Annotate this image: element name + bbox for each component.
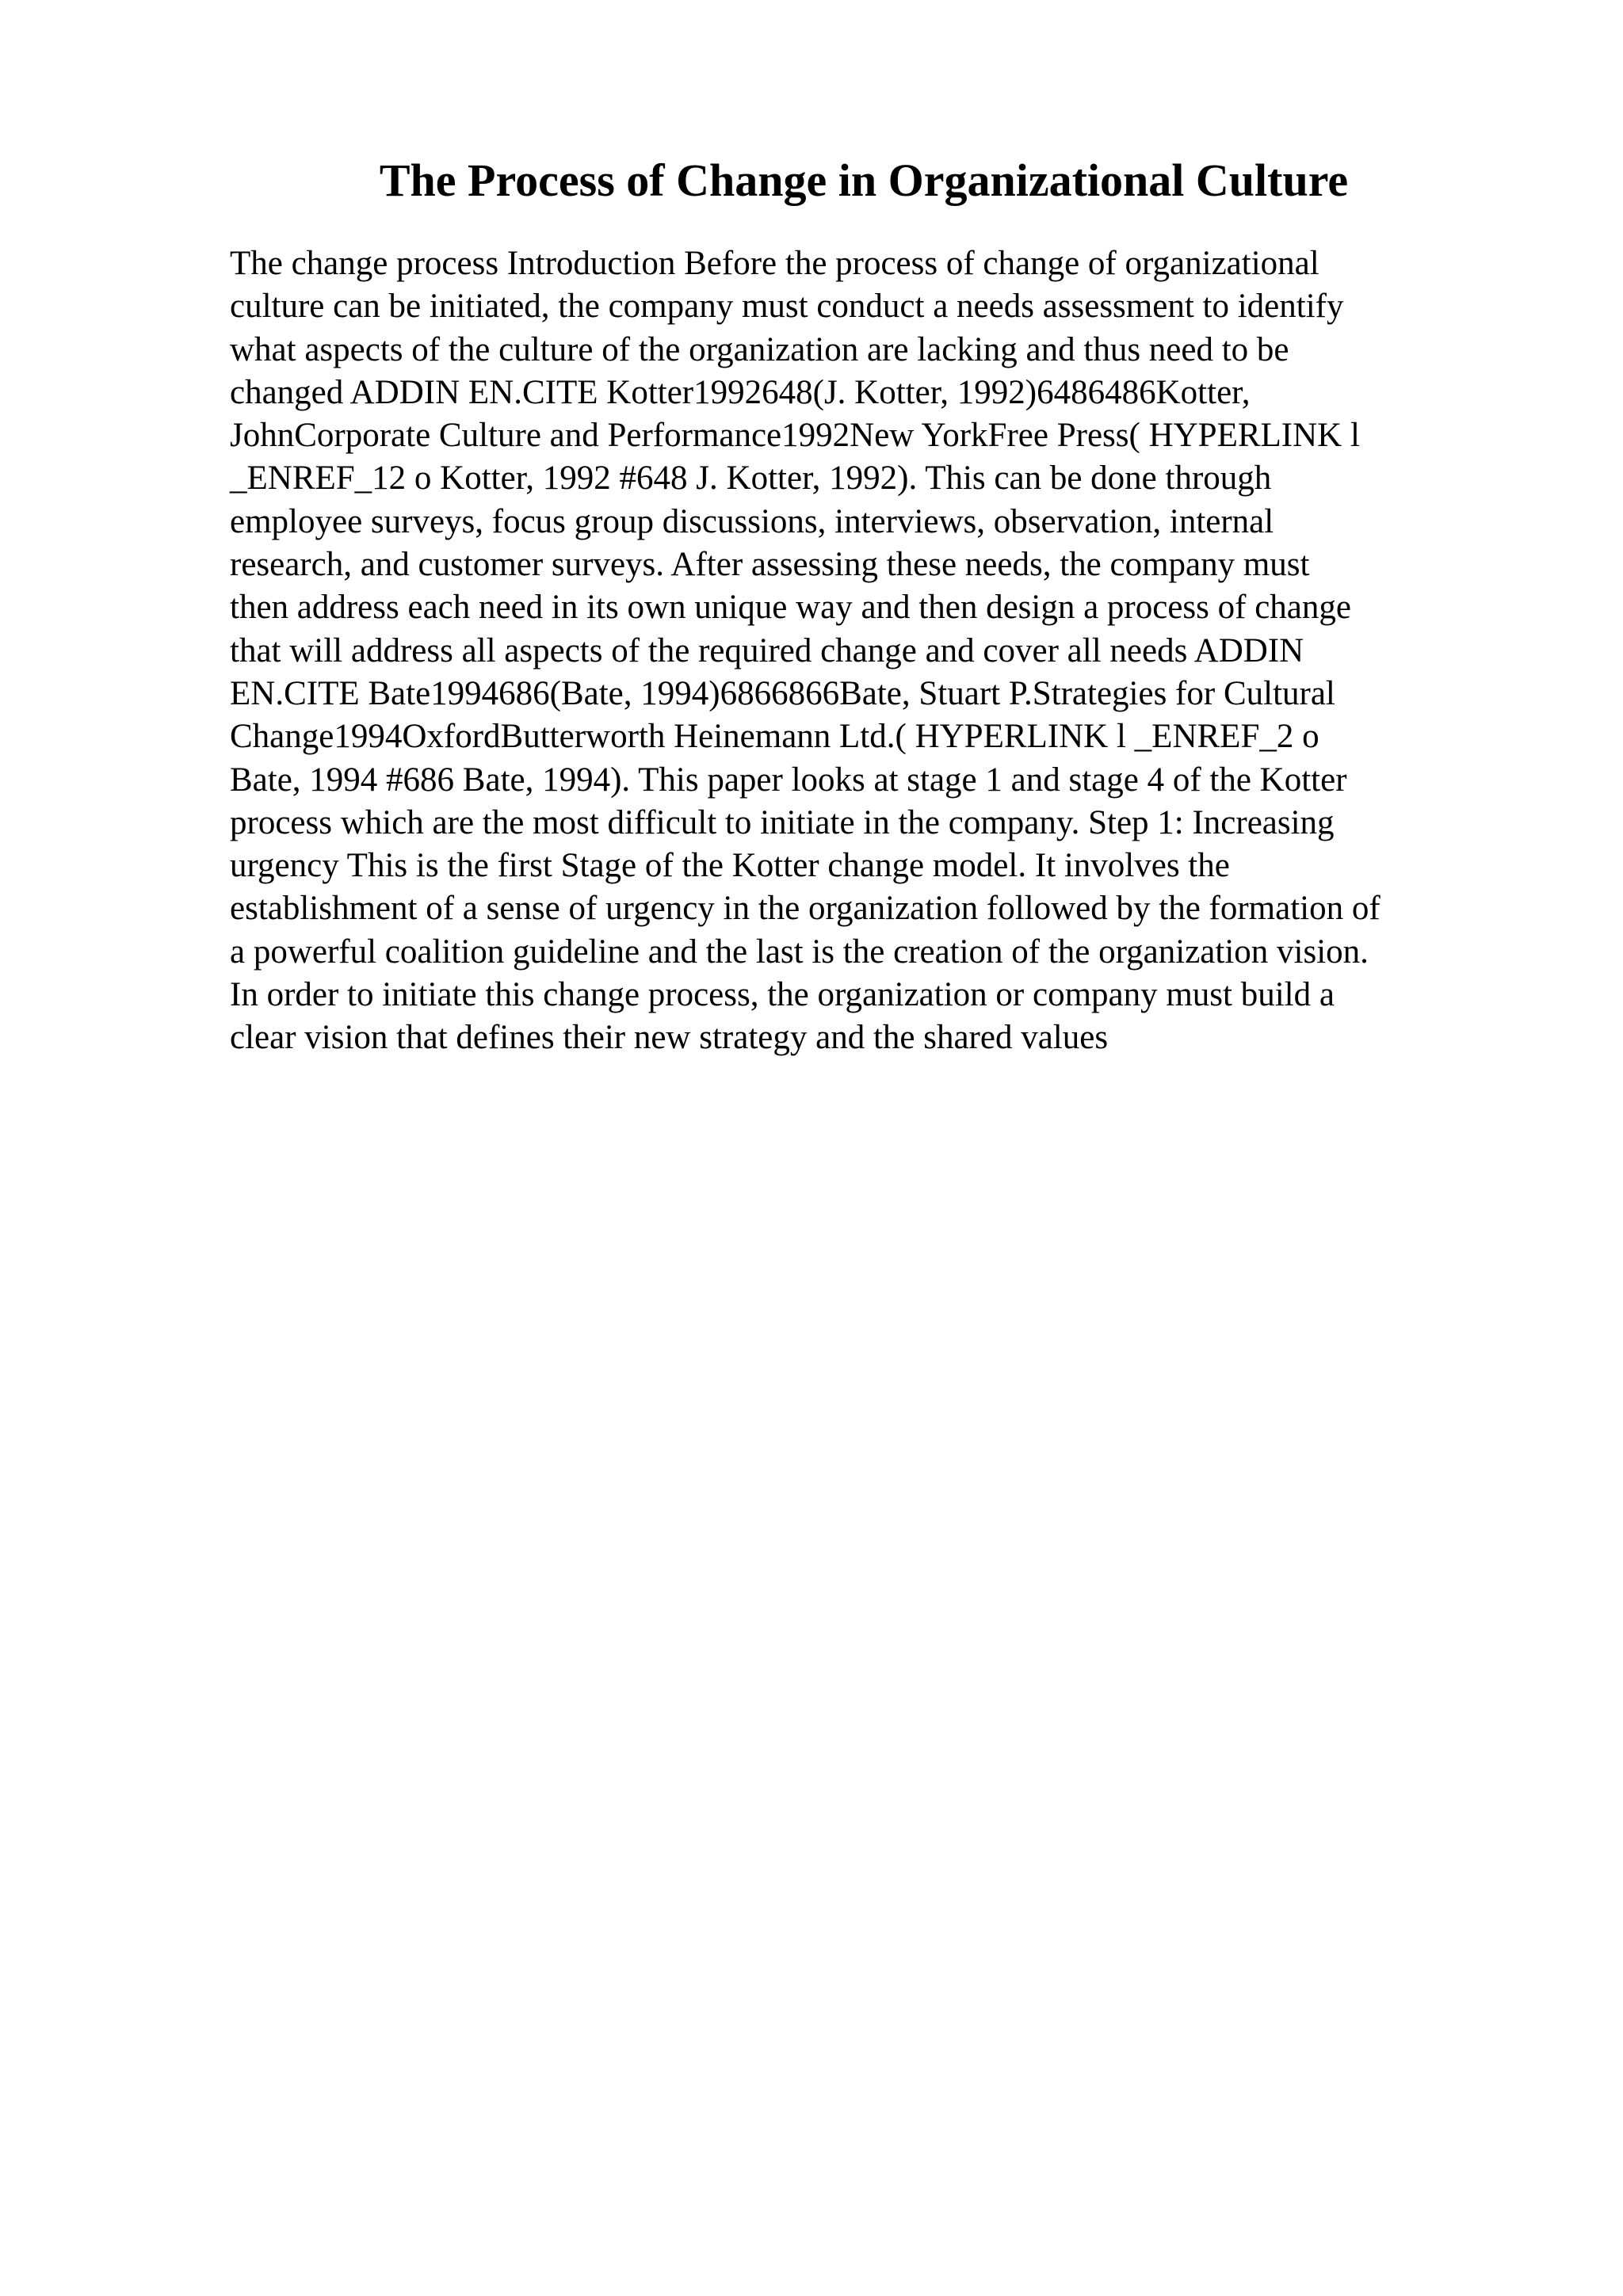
- document-body: [230, 242, 1514, 1060]
- document-title: The Process of Change in Organizational Culture: [379, 154, 1349, 206]
- body-text-line: a powerful coalition guideline and the last is the creation of the organization vision.: [230, 933, 1369, 971]
- body-text-line: research, and customer surveys. After assessing these needs, the company must: [230, 546, 1310, 584]
- body-text-line: In order to initiate this change process, the organization or company must build a: [230, 976, 1335, 1014]
- body-text-line: then address each need in its own unique way and then design a process of change: [230, 589, 1351, 627]
- body-text-line: culture can be initiated, the company must conduct a needs assessment to identify: [230, 288, 1344, 326]
- body-text-line: clear vision that defines their new strategy and the shared values: [230, 1019, 1109, 1057]
- body-text-line: The change process Introduction Before the process of change of organizational: [230, 245, 1319, 282]
- body-text-line: Change1994OxfordButterworth Heinemann Ltd.( HYPERLINK l _ENREF_2 o: [230, 718, 1319, 756]
- body-text-line: establishment of a sense of urgency in the organization followed by the formation of: [230, 890, 1381, 928]
- body-text-line: _ENREF_12 o Kotter, 1992 #648 J. Kotter, 1992). This can be done through: [230, 460, 1272, 498]
- body-text-line: what aspects of the culture of the organization are lacking and thus need to be: [230, 330, 1289, 368]
- body-text-line: changed ADDIN EN.CITE Kotter1992648(J. Kotter, 1992)6486486Kotter,: [230, 373, 1251, 411]
- body-text-line: JohnCorporate Culture and Performance1992New YorkFree Press( HYPERLINK l: [230, 417, 1360, 455]
- body-text-line: EN.CITE Bate1994686(Bate, 1994)6866866Bate, Stuart P.Strategies for Cultural: [230, 674, 1335, 712]
- body-text-line: employee surveys, focus group discussions, interviews, observation, internal: [230, 502, 1274, 540]
- body-text-line: urgency This is the first Stage of the Kotter change model. It involves the: [230, 847, 1230, 885]
- body-text-line: Bate, 1994 #686 Bate, 1994). This paper looks at stage 1 and stage 4 of the Kotter: [230, 761, 1347, 799]
- body-text-line: that will address all aspects of the required change and cover all needs ADDIN: [230, 631, 1304, 669]
- body-text-line: process which are the most difficult to initiate in the company. Step 1: Increasing: [230, 803, 1335, 841]
